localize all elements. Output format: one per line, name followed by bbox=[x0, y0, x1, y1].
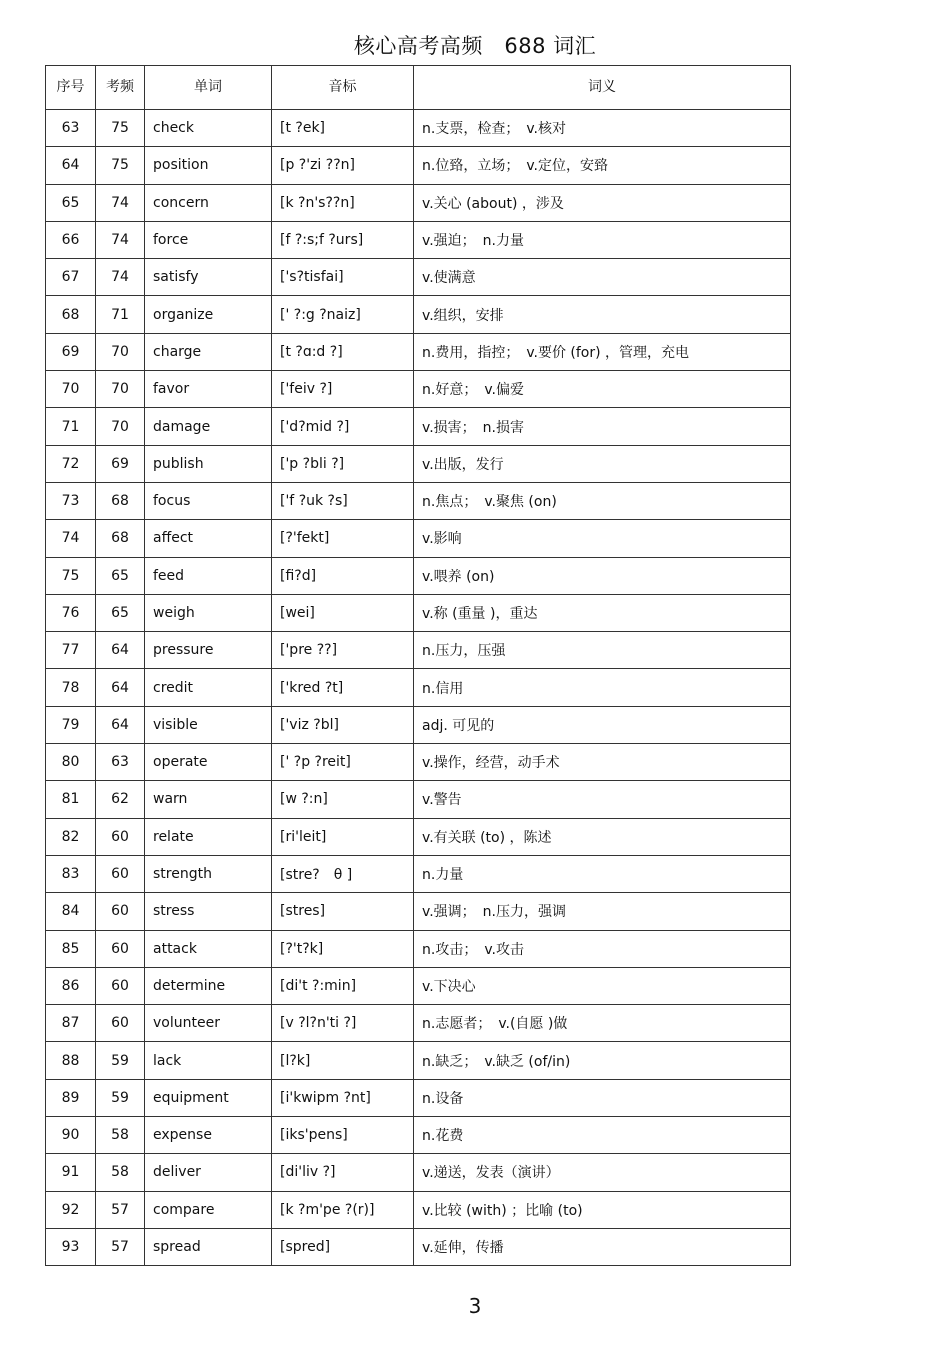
cell-meaning: v.损害； n.损害 bbox=[414, 408, 791, 445]
cell-index: 83 bbox=[46, 855, 96, 892]
cell-phonetic: ['feiv ?] bbox=[272, 371, 414, 408]
cell-meaning: n.设备 bbox=[414, 1079, 791, 1116]
cell-phonetic: [t ?ek] bbox=[272, 110, 414, 147]
cell-word: operate bbox=[145, 744, 272, 781]
cell-index: 69 bbox=[46, 333, 96, 370]
cell-index: 70 bbox=[46, 371, 96, 408]
cell-meaning: v.强调； n.压力，强调 bbox=[414, 893, 791, 930]
cell-frequency: 60 bbox=[96, 855, 145, 892]
cell-frequency: 64 bbox=[96, 669, 145, 706]
cell-meaning: v.有关联 (to) ，陈述 bbox=[414, 818, 791, 855]
table-row bbox=[46, 221, 791, 258]
table-row bbox=[46, 296, 791, 333]
page-number: 3 bbox=[468, 1294, 482, 1318]
cell-word: weigh bbox=[145, 594, 272, 631]
cell-index: 76 bbox=[46, 594, 96, 631]
table-row bbox=[46, 445, 791, 482]
cell-index: 77 bbox=[46, 632, 96, 669]
cell-index: 85 bbox=[46, 930, 96, 967]
cell-word: pressure bbox=[145, 632, 272, 669]
header-meaning: 词义 bbox=[414, 66, 791, 110]
cell-frequency: 65 bbox=[96, 557, 145, 594]
cell-meaning: v.出版，发行 bbox=[414, 445, 791, 482]
cell-frequency: 58 bbox=[96, 1154, 145, 1191]
cell-index: 65 bbox=[46, 184, 96, 221]
cell-index: 75 bbox=[46, 557, 96, 594]
cell-word: expense bbox=[145, 1117, 272, 1154]
table-row bbox=[46, 371, 791, 408]
cell-meaning: n.好意； v.偏爱 bbox=[414, 371, 791, 408]
cell-phonetic: [l?k] bbox=[272, 1042, 414, 1079]
cell-word: publish bbox=[145, 445, 272, 482]
cell-meaning: v.称 (重量 )，重达 bbox=[414, 594, 791, 631]
cell-index: 78 bbox=[46, 669, 96, 706]
cell-meaning: n.攻击； v.攻击 bbox=[414, 930, 791, 967]
table-row bbox=[46, 557, 791, 594]
cell-index: 88 bbox=[46, 1042, 96, 1079]
cell-phonetic: [di't ?:min] bbox=[272, 967, 414, 1004]
table-row bbox=[46, 1079, 791, 1116]
cell-frequency: 74 bbox=[96, 259, 145, 296]
cell-frequency: 57 bbox=[96, 1191, 145, 1228]
table-row bbox=[46, 781, 791, 818]
table-row bbox=[46, 1228, 791, 1265]
cell-index: 74 bbox=[46, 520, 96, 557]
cell-meaning: n.花费 bbox=[414, 1117, 791, 1154]
cell-phonetic: ['f ?uk ?s] bbox=[272, 482, 414, 519]
cell-phonetic: [i'kwipm ?nt] bbox=[272, 1079, 414, 1116]
cell-word: force bbox=[145, 221, 272, 258]
cell-phonetic: [iks'pens] bbox=[272, 1117, 414, 1154]
table-row bbox=[46, 1191, 791, 1228]
cell-phonetic: [ri'leit] bbox=[272, 818, 414, 855]
table-row bbox=[46, 893, 791, 930]
table-row bbox=[46, 1117, 791, 1154]
cell-word: spread bbox=[145, 1228, 272, 1265]
table-row bbox=[46, 147, 791, 184]
cell-frequency: 63 bbox=[96, 744, 145, 781]
cell-frequency: 58 bbox=[96, 1117, 145, 1154]
table-row bbox=[46, 520, 791, 557]
cell-word: position bbox=[145, 147, 272, 184]
cell-index: 82 bbox=[46, 818, 96, 855]
cell-index: 89 bbox=[46, 1079, 96, 1116]
cell-index: 66 bbox=[46, 221, 96, 258]
cell-phonetic: [stre? θ ] bbox=[272, 855, 414, 892]
cell-phonetic: [di'liv ?] bbox=[272, 1154, 414, 1191]
cell-phonetic: [v ?l?n'ti ?] bbox=[272, 1005, 414, 1042]
table-row bbox=[46, 333, 791, 370]
cell-frequency: 74 bbox=[96, 221, 145, 258]
cell-index: 90 bbox=[46, 1117, 96, 1154]
cell-frequency: 60 bbox=[96, 818, 145, 855]
cell-frequency: 60 bbox=[96, 893, 145, 930]
cell-meaning: n.位臵，立场； v.定位，安臵 bbox=[414, 147, 791, 184]
cell-index: 87 bbox=[46, 1005, 96, 1042]
cell-frequency: 68 bbox=[96, 520, 145, 557]
cell-meaning: v.关心 (about) ，涉及 bbox=[414, 184, 791, 221]
vocabulary-table bbox=[45, 65, 791, 1266]
cell-meaning: n.志愿者； v.(自愿 )做 bbox=[414, 1005, 791, 1042]
cell-word: affect bbox=[145, 520, 272, 557]
page-title: 核心高考高频 688 词汇 bbox=[353, 34, 597, 58]
table-row bbox=[46, 632, 791, 669]
cell-meaning: v.操作，经营，动手术 bbox=[414, 744, 791, 781]
cell-frequency: 60 bbox=[96, 1005, 145, 1042]
cell-index: 79 bbox=[46, 706, 96, 743]
table-row bbox=[46, 184, 791, 221]
cell-meaning: n.信用 bbox=[414, 669, 791, 706]
cell-phonetic: [fi?d] bbox=[272, 557, 414, 594]
table-row bbox=[46, 744, 791, 781]
cell-meaning: n.费用，指控； v.要价 (for) ，管理，充电 bbox=[414, 333, 791, 370]
cell-frequency: 60 bbox=[96, 930, 145, 967]
cell-word: deliver bbox=[145, 1154, 272, 1191]
cell-meaning: n.力量 bbox=[414, 855, 791, 892]
table-header-row bbox=[46, 66, 791, 110]
table-row bbox=[46, 594, 791, 631]
cell-frequency: 59 bbox=[96, 1079, 145, 1116]
cell-phonetic: [t ?ɑ:d ?] bbox=[272, 333, 414, 370]
table-row bbox=[46, 669, 791, 706]
table-row bbox=[46, 1005, 791, 1042]
cell-index: 81 bbox=[46, 781, 96, 818]
cell-phonetic: [' ?p ?reit] bbox=[272, 744, 414, 781]
cell-meaning: v.组织，安排 bbox=[414, 296, 791, 333]
cell-word: check bbox=[145, 110, 272, 147]
cell-word: concern bbox=[145, 184, 272, 221]
cell-meaning: n.缺乏； v.缺乏 (of/in) bbox=[414, 1042, 791, 1079]
table-row bbox=[46, 706, 791, 743]
table-row bbox=[46, 408, 791, 445]
table-row bbox=[46, 930, 791, 967]
cell-phonetic: [?'t?k] bbox=[272, 930, 414, 967]
cell-word: determine bbox=[145, 967, 272, 1004]
cell-phonetic: ['kred ?t] bbox=[272, 669, 414, 706]
cell-phonetic: [w ?:n] bbox=[272, 781, 414, 818]
cell-word: volunteer bbox=[145, 1005, 272, 1042]
cell-word: attack bbox=[145, 930, 272, 967]
cell-meaning: v.延伸，传播 bbox=[414, 1228, 791, 1265]
cell-index: 92 bbox=[46, 1191, 96, 1228]
cell-word: strength bbox=[145, 855, 272, 892]
cell-phonetic: ['d?mid ?] bbox=[272, 408, 414, 445]
cell-frequency: 59 bbox=[96, 1042, 145, 1079]
cell-phonetic: [wei] bbox=[272, 594, 414, 631]
cell-word: charge bbox=[145, 333, 272, 370]
cell-frequency: 69 bbox=[96, 445, 145, 482]
cell-meaning: n.焦点； v.聚焦 (on) bbox=[414, 482, 791, 519]
cell-index: 68 bbox=[46, 296, 96, 333]
cell-word: stress bbox=[145, 893, 272, 930]
cell-frequency: 70 bbox=[96, 408, 145, 445]
table-row bbox=[46, 855, 791, 892]
cell-meaning: n.压力，压强 bbox=[414, 632, 791, 669]
cell-index: 67 bbox=[46, 259, 96, 296]
header-index: 序号 bbox=[46, 66, 96, 110]
cell-frequency: 74 bbox=[96, 184, 145, 221]
cell-frequency: 70 bbox=[96, 333, 145, 370]
cell-phonetic: [k ?m'pe ?(r)] bbox=[272, 1191, 414, 1228]
table-row bbox=[46, 818, 791, 855]
cell-index: 84 bbox=[46, 893, 96, 930]
cell-word: compare bbox=[145, 1191, 272, 1228]
cell-phonetic: ['pre ??] bbox=[272, 632, 414, 669]
cell-meaning: n.支票，检查； v.核对 bbox=[414, 110, 791, 147]
cell-word: visible bbox=[145, 706, 272, 743]
cell-word: focus bbox=[145, 482, 272, 519]
cell-index: 80 bbox=[46, 744, 96, 781]
cell-phonetic: [p ?'zi ??n] bbox=[272, 147, 414, 184]
cell-frequency: 57 bbox=[96, 1228, 145, 1265]
cell-word: lack bbox=[145, 1042, 272, 1079]
cell-index: 71 bbox=[46, 408, 96, 445]
cell-meaning: v.使满意 bbox=[414, 259, 791, 296]
cell-meaning: v.递送，发表（演讲） bbox=[414, 1154, 791, 1191]
cell-word: credit bbox=[145, 669, 272, 706]
cell-phonetic: [stres] bbox=[272, 893, 414, 930]
cell-index: 64 bbox=[46, 147, 96, 184]
cell-frequency: 62 bbox=[96, 781, 145, 818]
cell-word: favor bbox=[145, 371, 272, 408]
cell-phonetic: ['viz ?bl] bbox=[272, 706, 414, 743]
cell-frequency: 75 bbox=[96, 110, 145, 147]
cell-phonetic: [k ?n's??n] bbox=[272, 184, 414, 221]
cell-index: 91 bbox=[46, 1154, 96, 1191]
cell-meaning: v.比较 (with) ；比喻 (to) bbox=[414, 1191, 791, 1228]
cell-frequency: 64 bbox=[96, 706, 145, 743]
cell-meaning: v.强迫； n.力量 bbox=[414, 221, 791, 258]
cell-frequency: 71 bbox=[96, 296, 145, 333]
cell-phonetic: [?'fekt] bbox=[272, 520, 414, 557]
cell-phonetic: ['s?tisfai] bbox=[272, 259, 414, 296]
table-row bbox=[46, 1042, 791, 1079]
cell-word: damage bbox=[145, 408, 272, 445]
cell-phonetic: [' ?:g ?naiz] bbox=[272, 296, 414, 333]
cell-index: 86 bbox=[46, 967, 96, 1004]
cell-meaning: v.下决心 bbox=[414, 967, 791, 1004]
cell-phonetic: [f ?:s;f ?urs] bbox=[272, 221, 414, 258]
cell-word: warn bbox=[145, 781, 272, 818]
header-frequency: 考频 bbox=[96, 66, 145, 110]
cell-frequency: 60 bbox=[96, 967, 145, 1004]
table-row bbox=[46, 259, 791, 296]
cell-frequency: 64 bbox=[96, 632, 145, 669]
cell-word: satisfy bbox=[145, 259, 272, 296]
cell-word: feed bbox=[145, 557, 272, 594]
table-row bbox=[46, 1154, 791, 1191]
table-row bbox=[46, 967, 791, 1004]
cell-meaning: adj. 可见的 bbox=[414, 706, 791, 743]
cell-word: relate bbox=[145, 818, 272, 855]
table-row bbox=[46, 482, 791, 519]
cell-index: 73 bbox=[46, 482, 96, 519]
cell-phonetic: [spred] bbox=[272, 1228, 414, 1265]
cell-frequency: 70 bbox=[96, 371, 145, 408]
cell-frequency: 65 bbox=[96, 594, 145, 631]
cell-frequency: 75 bbox=[96, 147, 145, 184]
cell-index: 93 bbox=[46, 1228, 96, 1265]
cell-phonetic: ['p ?bli ?] bbox=[272, 445, 414, 482]
cell-index: 63 bbox=[46, 110, 96, 147]
header-phonetic: 音标 bbox=[272, 66, 414, 110]
cell-word: organize bbox=[145, 296, 272, 333]
cell-frequency: 68 bbox=[96, 482, 145, 519]
cell-index: 72 bbox=[46, 445, 96, 482]
cell-meaning: v.喂养 (on) bbox=[414, 557, 791, 594]
header-word: 单词 bbox=[145, 66, 272, 110]
table-row bbox=[46, 110, 791, 147]
cell-meaning: v.影响 bbox=[414, 520, 791, 557]
cell-meaning: v.警告 bbox=[414, 781, 791, 818]
cell-word: equipment bbox=[145, 1079, 272, 1116]
